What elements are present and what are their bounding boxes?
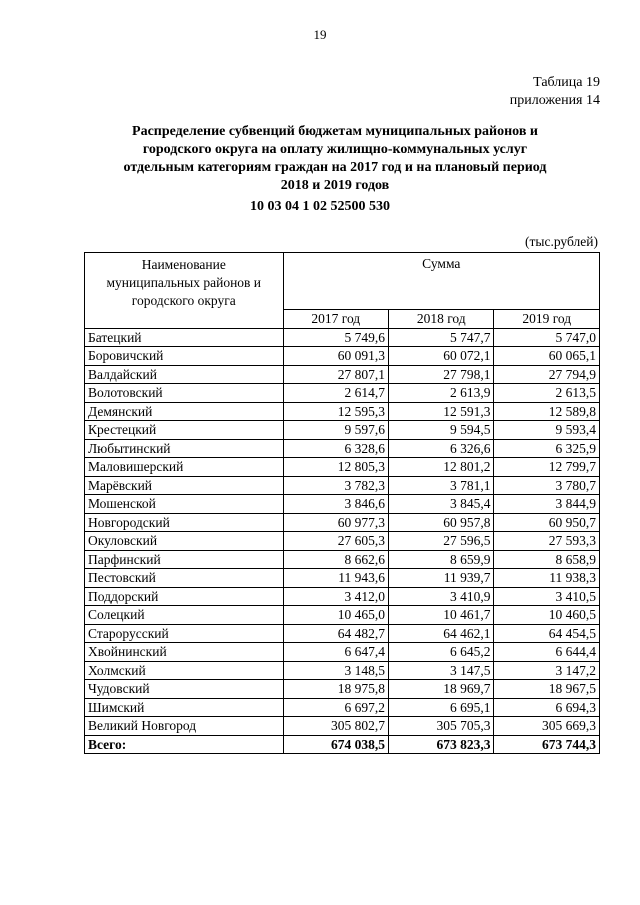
table-row: [85, 476, 600, 495]
value-2019: 9 593,4: [494, 421, 600, 440]
value-2017: 27 807,1: [283, 365, 388, 384]
value-2017: 3 782,3: [283, 476, 388, 495]
table-row: [85, 328, 600, 347]
district-name: Шимский: [85, 698, 284, 717]
header-year-2017: 2017 год: [283, 310, 388, 329]
value-2019: 6 694,3: [494, 698, 600, 717]
table-row: [85, 402, 600, 421]
header-name-line: Наименование: [141, 257, 226, 272]
district-name: Валдайский: [85, 365, 284, 384]
value-2017: 27 605,3: [283, 532, 388, 551]
value-2017: 11 943,6: [283, 569, 388, 588]
value-2018: 12 801,2: [389, 458, 494, 477]
header-name: [85, 253, 284, 329]
value-2019: 6 325,9: [494, 439, 600, 458]
value-2017: 6 647,4: [283, 643, 388, 662]
value-2018: 5 747,7: [389, 328, 494, 347]
value-2019: 64 454,5: [494, 624, 600, 643]
subsidy-table: [84, 252, 600, 754]
header-year-2019: 2019 год: [494, 310, 600, 329]
value-2018: 27 798,1: [389, 365, 494, 384]
value-2017: 6 697,2: [283, 698, 388, 717]
value-2019: 6 644,4: [494, 643, 600, 662]
value-2017: 3 846,6: [283, 495, 388, 514]
units-label: (тыс.рублей): [525, 234, 598, 249]
table-row: [85, 698, 600, 717]
value-2019: 27 794,9: [494, 365, 600, 384]
district-name: Окуловский: [85, 532, 284, 551]
district-name: Мошенской: [85, 495, 284, 514]
value-2019: 305 669,3: [494, 717, 600, 736]
district-name: Великий Новгород: [85, 717, 284, 736]
page-number: 19: [313, 27, 327, 42]
value-2018: 9 594,5: [389, 421, 494, 440]
table-row: [85, 347, 600, 366]
district-name: Хвойнинский: [85, 643, 284, 662]
budget-code: 10 03 04 1 02 52500 530: [250, 199, 390, 214]
table-label: Таблица 19: [533, 75, 600, 90]
value-2019: 3 844,9: [494, 495, 600, 514]
district-name: Батецкий: [85, 328, 284, 347]
value-2018: 6 326,6: [389, 439, 494, 458]
table-row: [85, 550, 600, 569]
value-2018: 11 939,7: [389, 569, 494, 588]
value-2019: 3 147,2: [494, 661, 600, 680]
value-2018: 305 705,3: [389, 717, 494, 736]
table-row: [85, 365, 600, 384]
table-row: [85, 661, 600, 680]
value-2017: 8 662,6: [283, 550, 388, 569]
title-line: Распределение субвенций бюджетам муниципальных районов и: [132, 124, 538, 139]
district-name: Маловишерский: [85, 458, 284, 477]
table-row: [85, 569, 600, 588]
total-2017: 674 038,5: [283, 735, 388, 754]
total-label: Всего:: [85, 735, 284, 754]
district-name: Солецкий: [85, 606, 284, 625]
value-2017: 5 749,6: [283, 328, 388, 347]
value-2018: 3 845,4: [389, 495, 494, 514]
value-2018: 60 957,8: [389, 513, 494, 532]
table-label-block: [510, 74, 600, 110]
district-name: Поддорский: [85, 587, 284, 606]
value-2018: 6 695,1: [389, 698, 494, 717]
value-2017: 6 328,6: [283, 439, 388, 458]
header-name-line: муниципальных районов и: [106, 275, 262, 290]
value-2017: 60 977,3: [283, 513, 388, 532]
value-2018: 27 596,5: [389, 532, 494, 551]
district-name: Пестовский: [85, 569, 284, 588]
value-2019: 12 589,8: [494, 402, 600, 421]
value-2018: 3 147,5: [389, 661, 494, 680]
value-2019: 11 938,3: [494, 569, 600, 588]
total-2018: 673 823,3: [389, 735, 494, 754]
table-row: [85, 513, 600, 532]
district-name: Холмский: [85, 661, 284, 680]
value-2018: 60 072,1: [389, 347, 494, 366]
value-2019: 18 967,5: [494, 680, 600, 699]
table-row: [85, 680, 600, 699]
value-2019: 60 950,7: [494, 513, 600, 532]
district-name: Чудовский: [85, 680, 284, 699]
value-2017: 305 802,7: [283, 717, 388, 736]
value-2017: 2 614,7: [283, 384, 388, 403]
value-2018: 3 410,9: [389, 587, 494, 606]
document-title: [100, 123, 570, 195]
value-2018: 3 781,1: [389, 476, 494, 495]
district-name: Волотовский: [85, 384, 284, 403]
district-name: Марёвский: [85, 476, 284, 495]
table-body: [85, 328, 600, 735]
table-row: [85, 458, 600, 477]
value-2018: 12 591,3: [389, 402, 494, 421]
district-name: Новгородский: [85, 513, 284, 532]
value-2017: 9 597,6: [283, 421, 388, 440]
value-2017: 3 148,5: [283, 661, 388, 680]
table-row: [85, 495, 600, 514]
value-2017: 18 975,8: [283, 680, 388, 699]
table-row: [85, 717, 600, 736]
value-2017: 3 412,0: [283, 587, 388, 606]
value-2017: 60 091,3: [283, 347, 388, 366]
value-2017: 12 595,3: [283, 402, 388, 421]
value-2019: 8 658,9: [494, 550, 600, 569]
district-name: Парфинский: [85, 550, 284, 569]
value-2019: 10 460,5: [494, 606, 600, 625]
table-row: [85, 587, 600, 606]
value-2018: 10 461,7: [389, 606, 494, 625]
value-2017: 10 465,0: [283, 606, 388, 625]
total-2019: 673 744,3: [494, 735, 600, 754]
value-2018: 6 645,2: [389, 643, 494, 662]
value-2018: 64 462,1: [389, 624, 494, 643]
header-year-2018: 2018 год: [389, 310, 494, 329]
value-2019: 12 799,7: [494, 458, 600, 477]
district-name: Боровичский: [85, 347, 284, 366]
district-name: Любытинский: [85, 439, 284, 458]
header-sum: Сумма: [283, 253, 599, 310]
title-line: городского округа на оплату жилищно-коммунальных услуг: [142, 142, 528, 157]
value-2019: 3 410,5: [494, 587, 600, 606]
value-2019: 60 065,1: [494, 347, 600, 366]
appendix-label: приложения 14: [509, 93, 600, 108]
header-name-line: городского округа: [131, 293, 236, 308]
district-name: Демянский: [85, 402, 284, 421]
total-row: [85, 735, 600, 754]
district-name: Старорусский: [85, 624, 284, 643]
table-row: [85, 606, 600, 625]
value-2019: 5 747,0: [494, 328, 600, 347]
table-row: [85, 643, 600, 662]
title-line: отдельным категориям граждан на 2017 год и на плановый период: [123, 160, 547, 175]
value-2019: 3 780,7: [494, 476, 600, 495]
title-line: 2018 и 2019 годов: [280, 178, 390, 193]
value-2019: 2 613,5: [494, 384, 600, 403]
table-row: [85, 384, 600, 403]
value-2018: 18 969,7: [389, 680, 494, 699]
value-2017: 12 805,3: [283, 458, 388, 477]
district-name: Крестецкий: [85, 421, 284, 440]
value-2018: 8 659,9: [389, 550, 494, 569]
table-row: [85, 421, 600, 440]
value-2017: 64 482,7: [283, 624, 388, 643]
table-row: [85, 532, 600, 551]
table-row: [85, 624, 600, 643]
value-2018: 2 613,9: [389, 384, 494, 403]
value-2019: 27 593,3: [494, 532, 600, 551]
table-row: [85, 439, 600, 458]
